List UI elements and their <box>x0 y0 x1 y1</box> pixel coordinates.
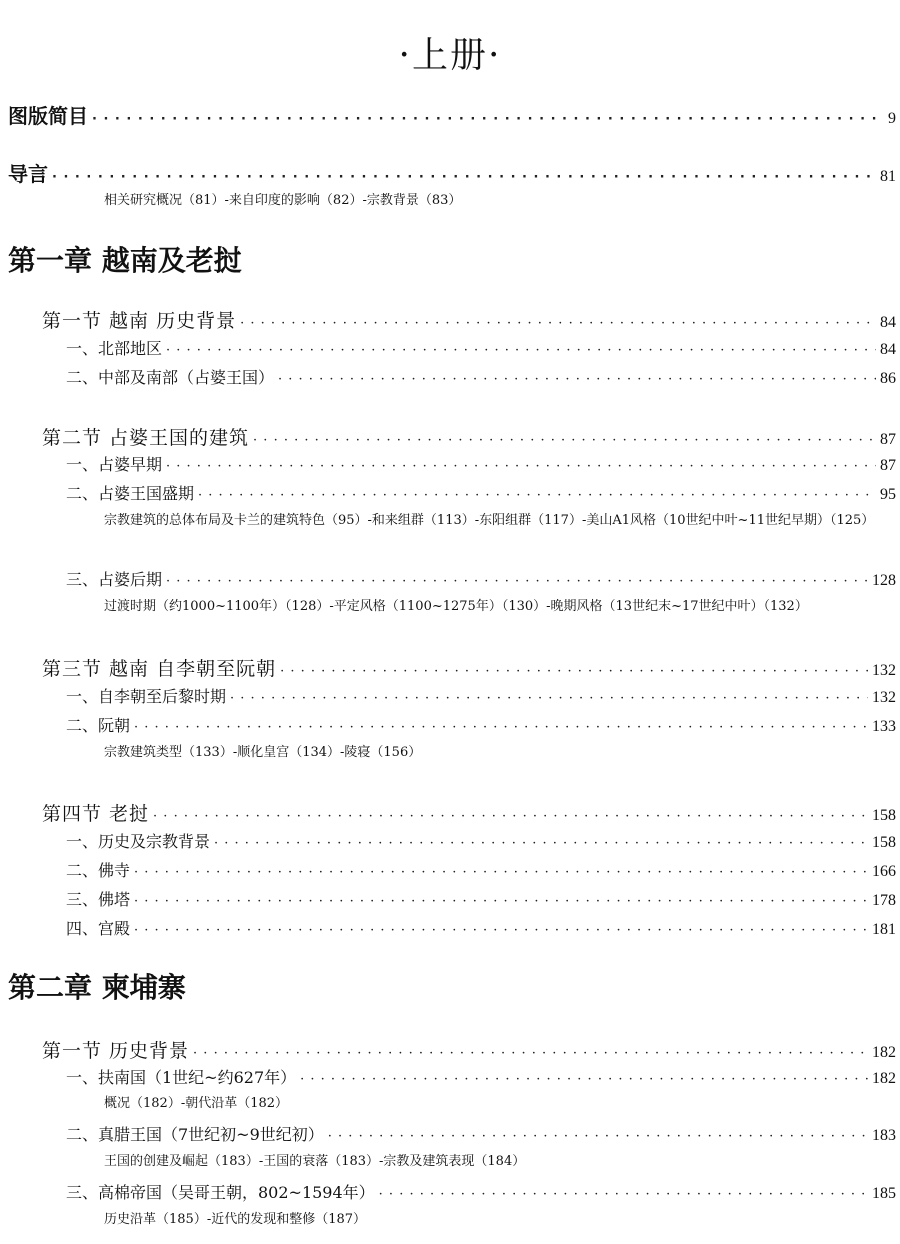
chapter-2-title: 第二章 柬埔寨 <box>8 971 186 1004</box>
page-number: 181 <box>872 921 896 938</box>
toc-item[interactable] <box>66 684 896 707</box>
entry-label: 三、佛塔 <box>66 890 131 909</box>
section-detail: 宗教建筑类型（133）-顺化皇宫（134）-陵寝（156） <box>104 745 422 760</box>
toc-item[interactable] <box>66 713 896 736</box>
entry-label: 三、高棉帝国（吴哥王朝，802~1594年） <box>66 1183 375 1202</box>
entry-label: 第二节 占婆王国的建筑 <box>42 427 250 449</box>
page-number: 95 <box>880 486 896 503</box>
leader-dots <box>193 1046 868 1061</box>
page-number: 132 <box>872 689 896 706</box>
toc-section-1-1[interactable] <box>42 306 896 333</box>
toc-item[interactable] <box>66 452 896 475</box>
page-number: 84 <box>880 314 896 331</box>
section-detail: 历史沿革（185）-近代的发现和整修（187） <box>104 1212 367 1227</box>
page-number: 128 <box>872 572 896 589</box>
toc-item[interactable] <box>66 567 896 590</box>
entry-label: 四、宫殿 <box>66 919 131 938</box>
page-number: 81 <box>880 168 896 185</box>
page-number: 182 <box>872 1070 896 1087</box>
section-detail: 概况（182）-朝代沿革（182） <box>104 1096 289 1111</box>
leader-dots <box>134 865 868 880</box>
leader-dots <box>253 433 876 448</box>
leader-dots <box>280 664 868 679</box>
toc-section-1-4[interactable] <box>42 799 896 826</box>
page-number: 132 <box>872 662 896 679</box>
page-number: 166 <box>872 863 896 880</box>
entry-label: 二、中部及南部（占婆王国） <box>66 368 275 387</box>
entry-label: 一、历史及宗教背景 <box>66 832 211 851</box>
toc-item[interactable] <box>66 1180 896 1203</box>
page-number: 182 <box>872 1044 896 1061</box>
chapter-1-title: 第一章 越南及老挝 <box>8 244 242 277</box>
volume-title: ·上册· <box>398 35 502 76</box>
entry-label: 二、阮朝 <box>66 716 131 735</box>
leader-dots <box>92 112 884 127</box>
leader-dots <box>230 691 868 706</box>
toc-item[interactable] <box>66 858 896 881</box>
toc-section-1-3[interactable] <box>42 654 896 681</box>
entry-label: 二、真腊王国（7世纪初~9世纪初） <box>66 1125 324 1144</box>
section-detail: 过渡时期（约1000~1100年）（128）-平定风格（1100~1275年）（130）-晚期风格（13世纪末~17世纪中叶）（132） <box>104 599 808 614</box>
page-number: 183 <box>872 1127 896 1144</box>
toc-item[interactable] <box>66 887 896 910</box>
page-number: 178 <box>872 892 896 909</box>
entry-label: 第四节 老挝 <box>42 803 150 825</box>
leader-dots <box>379 1187 868 1202</box>
toc-entry-introduction[interactable] <box>8 158 896 187</box>
leader-dots <box>328 1129 868 1144</box>
leader-dots <box>52 170 876 185</box>
toc-item[interactable] <box>66 1065 896 1088</box>
leader-dots <box>134 923 868 938</box>
toc-item[interactable] <box>66 829 896 852</box>
page-number: 133 <box>872 718 896 735</box>
page-number: 87 <box>880 431 896 448</box>
page-number: 158 <box>872 807 896 824</box>
page-number: 84 <box>880 341 896 358</box>
leader-dots <box>134 894 868 909</box>
leader-dots <box>240 316 876 331</box>
entry-label: 第三节 越南 自李朝至阮朝 <box>42 658 277 680</box>
section-detail: 王国的创建及崛起（183）-王国的衰落（183）-宗教及建筑表现（184） <box>104 1154 526 1169</box>
toc-item[interactable] <box>66 481 896 504</box>
toc-item[interactable] <box>66 365 896 388</box>
toc-item[interactable] <box>66 336 896 359</box>
toc-section-2-1[interactable] <box>42 1036 896 1063</box>
intro-detail: 相关研究概况（81）-来自印度的影响（82）-宗教背景（83） <box>104 193 462 208</box>
entry-label: 导言 <box>8 162 48 186</box>
toc-item[interactable] <box>66 916 896 939</box>
section-detail: 宗教建筑的总体布局及卡兰的建筑特色（95）-和来组群（113）-东阳组群（117）-美山A1风格（10世纪中叶~11世纪早期）（125） <box>104 513 875 528</box>
entry-label: 第一节 历史背景 <box>42 1040 190 1062</box>
page-number: 158 <box>872 834 896 851</box>
leader-dots <box>153 809 868 824</box>
leader-dots <box>214 836 868 851</box>
toc-entry-plates[interactable] <box>8 100 896 129</box>
leader-dots <box>198 488 876 503</box>
page-number: 86 <box>880 370 896 387</box>
leader-dots <box>278 372 876 387</box>
entry-label: 一、北部地区 <box>66 339 163 358</box>
leader-dots <box>134 720 868 735</box>
toc-section-1-2[interactable] <box>42 423 896 450</box>
leader-dots <box>166 574 868 589</box>
entry-label: 一、占婆早期 <box>66 455 163 474</box>
toc-item[interactable] <box>66 1122 896 1145</box>
leader-dots <box>166 343 876 358</box>
entry-label: 二、佛寺 <box>66 861 131 880</box>
entry-label: 第一节 越南 历史背景 <box>42 310 237 332</box>
entry-label: 一、扶南国（1世纪~约627年） <box>66 1068 297 1087</box>
leader-dots <box>166 459 876 474</box>
entry-label: 一、自李朝至后黎时期 <box>66 687 227 706</box>
leader-dots <box>300 1072 868 1087</box>
page-number: 87 <box>880 457 896 474</box>
entry-label: 图版简目 <box>8 104 88 128</box>
page-number: 9 <box>888 110 896 127</box>
entry-label: 二、占婆王国盛期 <box>66 484 195 503</box>
page-number: 185 <box>872 1185 896 1202</box>
entry-label: 三、占婆后期 <box>66 570 163 589</box>
